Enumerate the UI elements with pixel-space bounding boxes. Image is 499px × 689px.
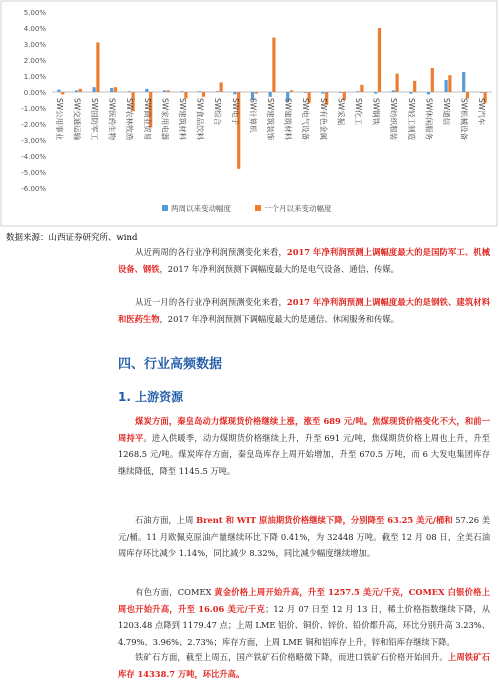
category-label: SW通信 (442, 98, 451, 126)
p6-text-a: 铁矿石方面，截至上周五，国产铁矿石价格略微下降，而进口铁矿石价格开始回升。 (135, 652, 448, 662)
bar-one-month (202, 92, 205, 97)
bar-two-week (392, 90, 395, 92)
y-tick-label: -6.00% (21, 185, 46, 193)
bar-two-week (145, 89, 148, 92)
bar-one-month (413, 81, 416, 92)
legend-swatch (162, 205, 168, 211)
y-tick-label: 5.00% (23, 9, 46, 17)
category-label: SW钢铁 (371, 98, 381, 126)
p6-highlight: 上周铁矿石库存 14338.7 万吨，环比升高。 (118, 652, 490, 679)
p5-text-a: 有色方面，COMEX (135, 587, 215, 597)
category-label: SW家用电器 (160, 98, 170, 141)
bar-one-month (431, 68, 434, 92)
bar-one-month (255, 92, 258, 94)
y-tick-label: 1.00% (23, 73, 46, 81)
category-label: SW建筑装饰 (266, 98, 275, 141)
category-label: SW纺织服装 (389, 98, 399, 141)
category-label: SW综合 (213, 98, 223, 126)
legend-swatch (255, 205, 261, 211)
p2-text-c: ，2017 年净利润预测下调幅度最大的是通信、休闲服务和传媒。 (159, 313, 399, 324)
category-label: SW有色金属 (318, 98, 328, 141)
paragraph-oil (118, 512, 490, 562)
paragraph-iron-ore (118, 649, 490, 682)
y-tick-label: -5.00% (21, 169, 46, 177)
bar-one-month (167, 90, 170, 92)
p2-text-a: 从近一月的各行业净利润预测变化来看， (135, 297, 287, 307)
paragraph-coal (118, 413, 490, 479)
bar-two-week (181, 91, 184, 92)
bar-two-week (409, 92, 412, 94)
category-label: SW公用事业 (54, 98, 64, 141)
bar-one-month (360, 85, 363, 92)
bar-two-week (110, 88, 113, 92)
paragraph-one-month-change (118, 294, 490, 327)
y-tick-label: -3.00% (21, 137, 46, 145)
category-label: SW国防军工 (90, 98, 99, 141)
y-tick-label: 4.00% (23, 25, 46, 33)
bar-two-week (198, 91, 201, 92)
bar-two-week (480, 92, 483, 93)
category-label: SW休闲服务 (424, 98, 434, 141)
y-tick-label: -4.00% (21, 153, 46, 161)
bar-two-week (339, 92, 342, 93)
chart-svg (0, 0, 499, 228)
bar-two-week (233, 92, 236, 94)
bar-two-week (128, 91, 131, 92)
p2-highlight: 2017 年净利润预测上调幅度最大的是钢铁、建筑材料和医药生物 (118, 297, 490, 324)
bar-two-week (445, 80, 448, 92)
category-label: SW交通运输 (72, 98, 82, 141)
p5-highlight: 黄金价格上周开始升高，升至 1257.5 美元/千克，COMEX 白银价格上周也开始升高，升至 16.06 美元/千克 (118, 587, 490, 614)
category-label: SW轻工制造 (406, 98, 416, 141)
category-label: SW农林牧渔 (125, 98, 135, 141)
p1-text-a: 从近两周的各行业净利润预测变化来看， (135, 247, 287, 257)
category-label: SW商业贸易 (142, 98, 152, 141)
paragraph-metals (118, 584, 490, 650)
bar-two-week (321, 92, 324, 94)
bar-one-month (272, 38, 275, 92)
bar-one-month (220, 82, 223, 92)
p3-text-b: 。进入供暖季，动力煤期货价格继续上升，升至 691 元/吨，焦煤期货价格上周也上升，升至 1268.5 元/吨。煤炭库存方面，秦皇岛库存上周开始增加，升至 670.5 万吨，而 6 大发电集团库存继续降低，降至 1145.5 万吨。 (118, 432, 490, 476)
category-label: SW食品饮料 (195, 98, 205, 141)
data-source-note: 数据来源：山西证券研究所、wind (6, 233, 138, 243)
p3-highlight: 煤炭方面，秦皇岛动力煤现货价格继续上涨，涨至 689 元/吨。焦煤现货价格变化不大，和前一周持平 (118, 416, 490, 443)
bar-one-month (79, 89, 82, 92)
bar-one-month (114, 87, 117, 92)
category-label: SW采掘 (336, 98, 346, 126)
category-label: SW化工 (354, 98, 363, 126)
bar-two-week (269, 92, 272, 97)
p1-highlight: 2017 年净利润预测上调幅度最大的是国防军工、机械设备、钢铁 (118, 247, 490, 274)
p4-highlight: Brent 和 WIT 原油期货价格继续下降，分别降至 63.25 美元/桶和 (196, 515, 453, 525)
bar-two-week (57, 90, 60, 92)
p5-text-c: ；12 月 07 日至 12 月 13 日，稀土价格指数继续下降，从 1203.48 点降到 1179.47 点；上周 LME 铝价、铜价、锌价、铅价都升高，环比分别升高 3.23%、4.79%、3.96%、2.73%；库存方面，上周 LME 铜和铝库存上升，锌和铅库存继续下降。 (118, 603, 490, 647)
bar-two-week (427, 92, 430, 94)
bar-two-week (216, 91, 219, 92)
bar-two-week (93, 87, 96, 92)
y-tick-label: 2.00% (23, 57, 46, 65)
bar-two-week (357, 91, 360, 92)
bar-one-month (448, 75, 451, 92)
paragraph-two-week-change (118, 244, 490, 277)
category-label: SW计算机 (248, 98, 258, 133)
category-label: SW机械设备 (459, 98, 469, 141)
y-tick-label: -2.00% (21, 121, 46, 129)
bar-two-week (374, 92, 377, 94)
bar-two-week (75, 90, 78, 92)
category-label: SW汽车 (477, 98, 487, 126)
bar-two-week (462, 72, 465, 92)
bar-one-month (378, 28, 381, 92)
y-tick-label: 0.00% (23, 89, 46, 97)
y-tick-label: -1.00% (21, 105, 46, 113)
bar-one-month (96, 42, 99, 92)
industry-profit-forecast-chart (0, 0, 499, 228)
category-label: SW建筑材料 (283, 98, 293, 141)
bar-two-week (304, 92, 307, 93)
bar-one-month (61, 92, 64, 94)
section-heading: 四、行业高频数据 (118, 357, 223, 372)
p1-text-c: ，2017 年净利润预测下调幅度最大的是电气设备、通信、传媒。 (159, 263, 399, 274)
category-label: SW电子 (230, 98, 240, 126)
subsection-heading: 1. 上游资源 (118, 390, 184, 404)
legend-label: 两周以来变动幅度 (171, 204, 231, 213)
bar-one-month (396, 74, 399, 92)
legend-label: 一个月以来变动幅度 (264, 204, 332, 213)
bar-two-week (163, 90, 166, 92)
p4-text-c: 57.26 美元/桶。11 月欧佩克原油产量继续环比下降 0.41%，为 32448 万吨。截至 12 月 08 日，全美石油周库存环比减少 1.14%，同比减少 8.32%，同比减少幅度继续增加。 (118, 515, 491, 558)
bar-one-month (290, 90, 293, 92)
category-label: SW电气设备 (301, 98, 311, 141)
category-label: SW建筑材料 (178, 98, 187, 141)
y-tick-label: 3.00% (23, 41, 46, 49)
category-label: SW医药生物 (107, 98, 117, 141)
p4-text-a: 石油方面，上周 (135, 515, 197, 525)
